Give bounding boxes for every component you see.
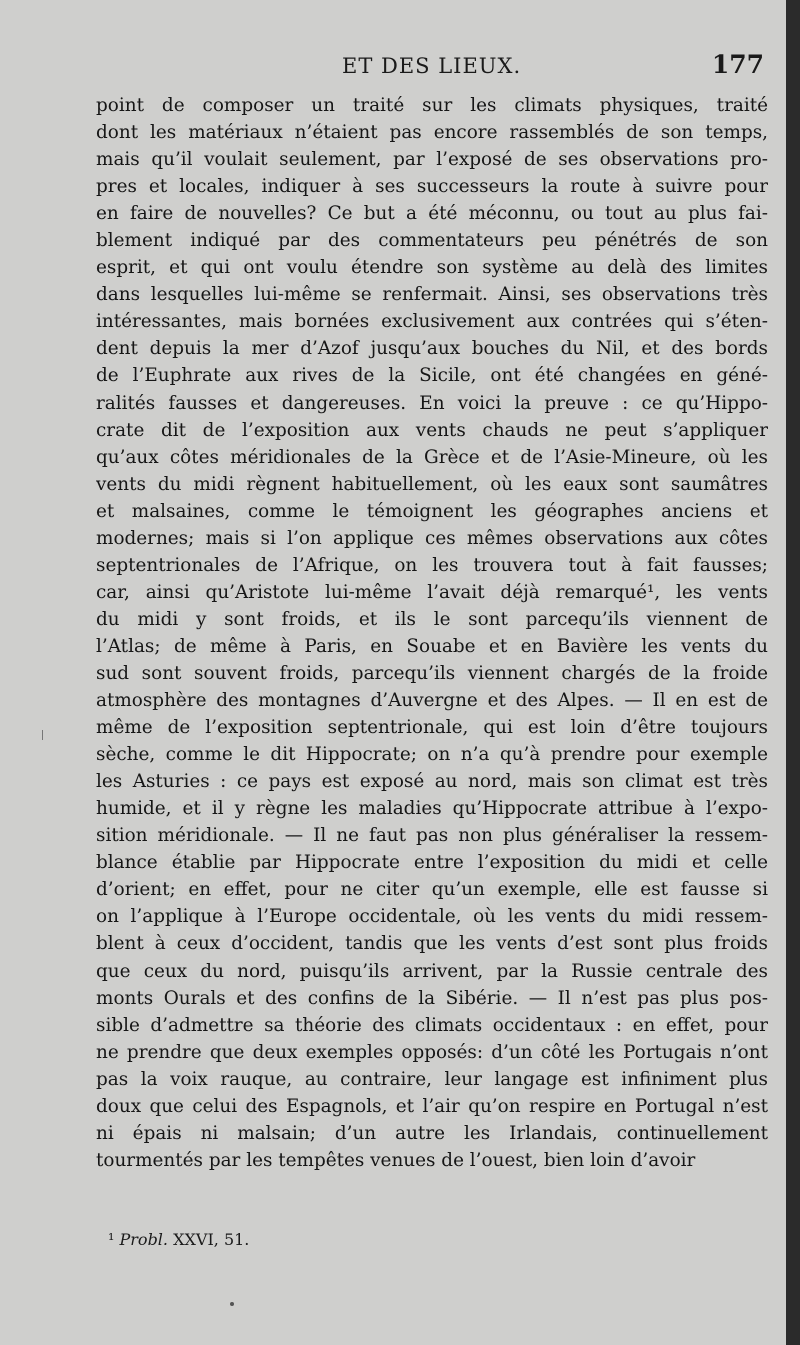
text-line: d’orient; en effet, pour ne citer qu’un exemple, elle est fausse si [96,879,768,901]
text-line: on l’applique à l’Europe occidentale, où les vents du midi ressem- [96,906,768,928]
text-line: tourmentés par les tempêtes venues de l’ouest, bien loin d’avoir [96,1149,696,1171]
footnote-source: Probl. [119,1230,169,1249]
text-line: pas la voix rauque, au contraire, leur langage est infiniment plus [96,1068,768,1090]
page-number: 177 [711,50,764,79]
text-line: ni épais ni malsain; d’un autre les Irlandais, continuellement [96,1122,768,1144]
page-header [96,50,764,84]
running-head: ET DES LIEUX. [342,54,522,78]
text-line: l’Atlas; de même à Paris, en Souabe et en Bavière les vents du [96,635,768,657]
text-line: qu’aux côtes méridionales de la Grèce et de l’Asie-Mineure, où les [96,446,768,468]
text-line: du midi y sont froids, et ils le sont parcequ’ils viennent de [96,608,768,630]
text-line: et malsaines, comme le témoignent les géographes anciens et [96,500,768,522]
text-line: que ceux du nord, puisqu’ils arrivent, par la Russie centrale des [96,960,768,982]
text-line: dans lesquelles lui-même se renfermait. Ainsi, ses observations très [96,284,768,306]
text-line: esprit, et qui ont voulu étendre son système au delà des limites [96,257,768,279]
text-line: en faire de nouvelles? Ce but a été méconnu, ou tout au plus fai- [96,203,768,225]
text-line: crate dit de l’exposition aux vents chauds ne peut s’appliquer [96,419,768,441]
text-line: atmosphère des montagnes d’Auvergne et des Alpes. — Il en est de [96,690,768,712]
text-line: même de l’exposition septentrionale, qui est loin d’être toujours [96,717,768,739]
text-line: les Asturies : ce pays est exposé au nord, mais son climat est très [96,771,768,793]
margin-mark [42,730,43,740]
text-line: humide, et il y règne les maladies qu’Hippocrate attribue à l’expo- [96,798,768,820]
body-text [96,92,768,1174]
text-line: point de composer un traité sur les climats physiques, traité [96,95,768,116]
text-line: vents du midi règnent habituellement, où les eaux sont saumâtres [96,473,768,495]
text-line: blent à ceux d’occident, tandis que les vents d’est sont plus froids [96,933,768,955]
text-line: car, ainsi qu’Aristote lui-même l’avait déjà remarqué¹, les vents [96,581,768,603]
text-line: de l’Euphrate aux rives de la Sicile, ont été changées en géné- [96,365,768,387]
text-line: blement indiqué par des commentateurs peu pénétrés de son [96,230,768,252]
text-line: sition méridionale. — Il ne faut pas non plus généraliser la ressem- [96,825,768,847]
ink-dot [230,1302,234,1306]
text-line: doux que celui des Espagnols, et l’air qu’on respire en Portugal n’est [96,1095,768,1117]
text-line: dent depuis la mer d’Azof jusqu’aux bouches du Nil, et des bords [96,338,768,360]
text-line: ne prendre que deux exemples opposés: d’un côté les Portugais n’ont [96,1041,768,1063]
footnote-marker: ¹ [108,1230,115,1249]
text-line: modernes; mais si l’on applique ces mêmes observations aux côtes [96,527,768,549]
page-edge [786,0,800,1345]
text-line: blance établie par Hippocrate entre l’exposition du midi et celle [96,852,768,874]
text-line: sèche, comme le dit Hippocrate; on n’a qu’à prendre pour exemple [96,744,768,766]
text-line: monts Ourals et des confins de la Sibérie. — Il n’est pas plus pos- [96,987,768,1009]
text-line: septentrionales de l’Afrique, on les trouvera tout à fait fausses; [96,554,768,576]
text-line: sud sont souvent froids, parcequ’ils viennent chargés de la froide [96,662,768,684]
text-line: intéressantes, mais bornées exclusivement aux contrées qui s’éten- [96,311,768,333]
text-line: mais qu’il voulait seulement, par l’exposé de ses observations pro- [96,149,768,171]
text-line: dont les matériaux n’étaient pas encore rassemblés de son temps, [96,122,768,144]
text-line: pres et locales, indiquer à ses successeurs la route à suivre pour [96,176,768,198]
text-line: ralités fausses et dangereuses. En voici la preuve : ce qu’Hippo- [96,392,768,414]
text-line: sible d’admettre sa théorie des climats occidentaux : en effet, pour [96,1014,768,1036]
footnote-reference: XXVI, 51. [173,1230,250,1249]
footnote [108,1230,249,1249]
